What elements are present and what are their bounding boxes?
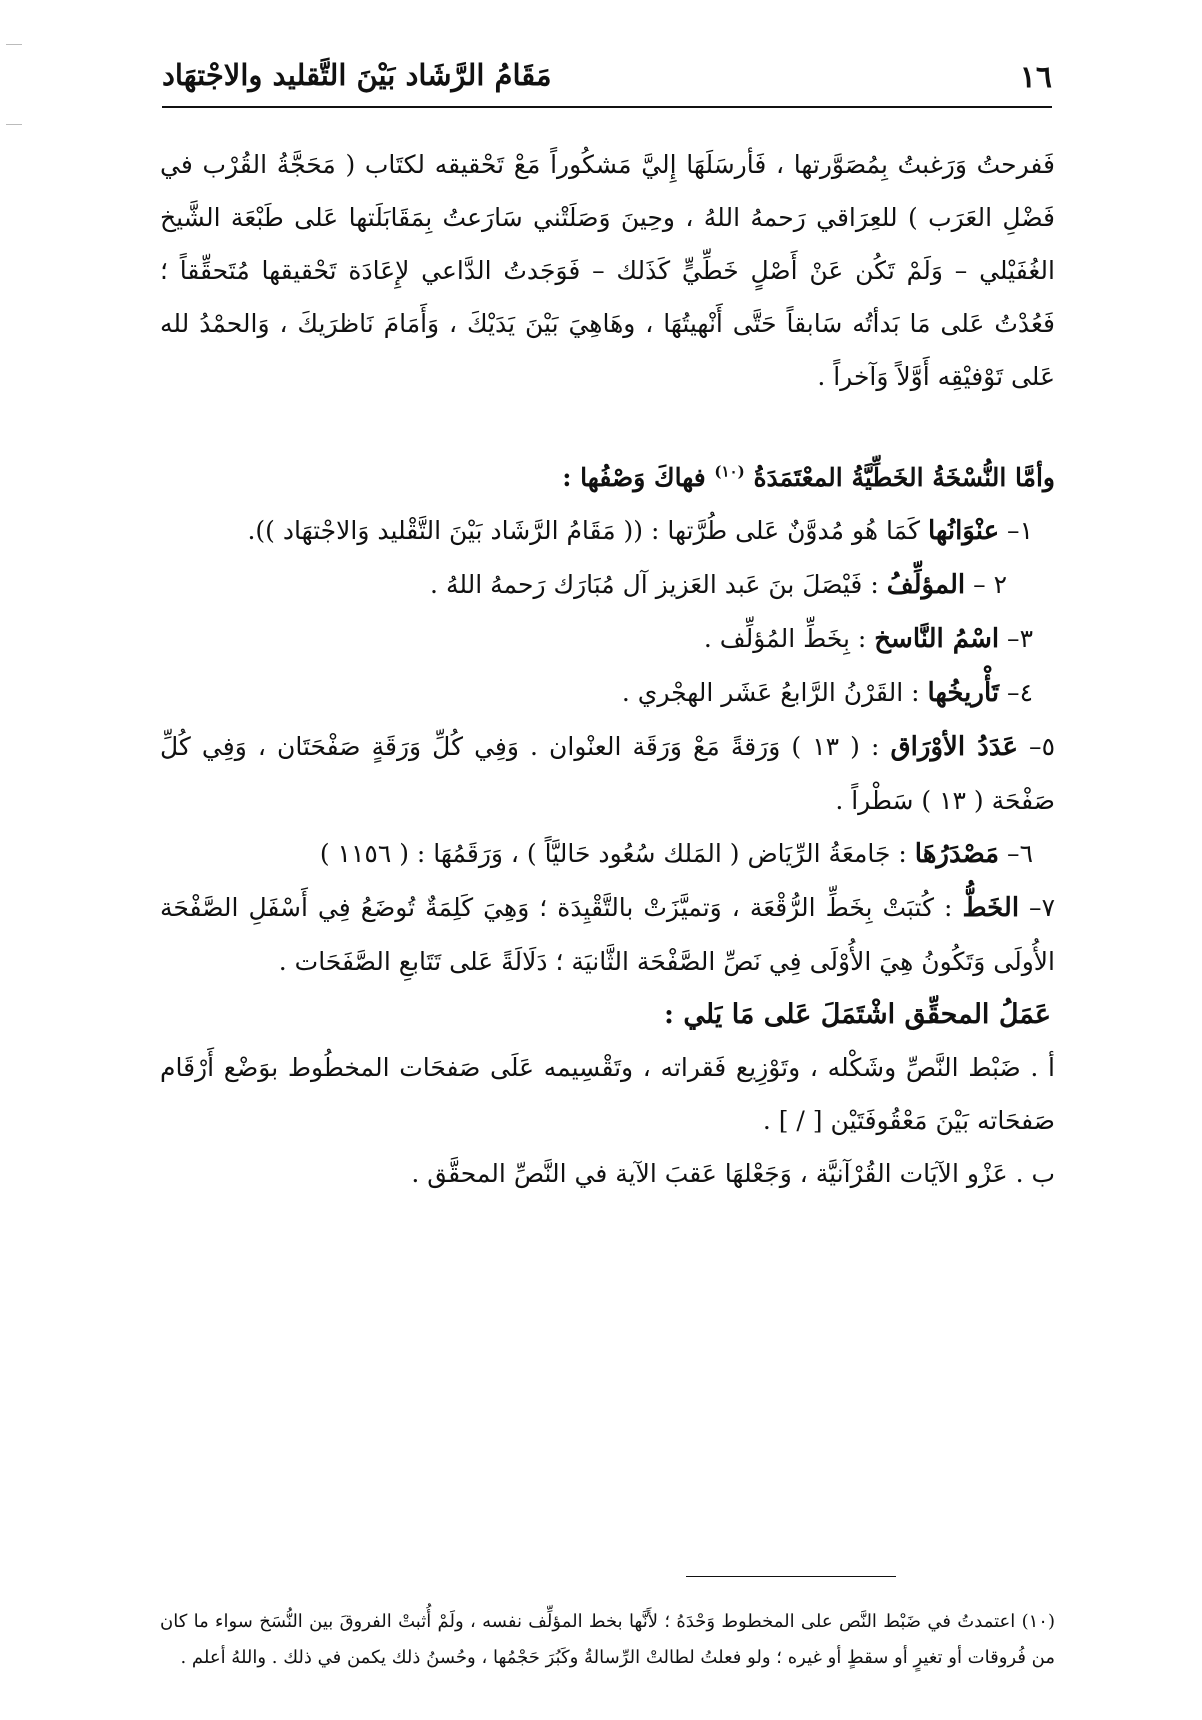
footnote-reference[interactable]: (١٠) bbox=[714, 462, 745, 481]
item-label: مَصْدَرُهَا bbox=[914, 839, 1000, 869]
item-label: اسْمُ النَّاسخ bbox=[874, 624, 1000, 654]
page-number: ١٦ bbox=[1019, 60, 1052, 95]
list-item bbox=[160, 881, 1055, 988]
manuscript-description-heading bbox=[160, 451, 1055, 504]
work-item: أ . ضَبْط النَّصِّ وشَكْله ، وتَوْزِيع فَقراته ، وتَقْسِيمه عَلَى صَفحَات المخطُوط بوَضْع أَرْقَام صَفحَاته بَيْنَ مَعْقُوفَتَيْن [ / ] . bbox=[160, 1053, 1055, 1135]
item-label: عَدَدُ الأوْرَاق bbox=[890, 732, 1018, 762]
item-number: ٦– bbox=[999, 839, 1033, 868]
body-text bbox=[160, 138, 1055, 1200]
item-text: : جَامعَةُ الرِّيَاض ( المَلك سُعُود حَاليَّاً ) ، وَرَقَمُهَا : ( ١١٥٦ ) bbox=[319, 839, 915, 868]
item-text: : القَرْنُ الرَّابعُ عَشَر الهجْري . bbox=[621, 678, 928, 707]
footnote bbox=[160, 1604, 1055, 1676]
item-text: : بِخَطِّ المُؤلِّف . bbox=[703, 624, 875, 653]
manuscript-heading-text: وأمَّا النُّسْخَةُ الخَطِّيَّةُ المعْتَمَدَةُ bbox=[753, 463, 1055, 492]
item-label: تَأْريخُها bbox=[927, 678, 1000, 708]
work-item: ب . عَزْو الآيَات القُرْآنيَّة ، وَجَعْلهَا عَقبَ الآية في النَّصِّ المحقَّق . bbox=[411, 1159, 1055, 1188]
list-item bbox=[160, 558, 1055, 612]
list-item bbox=[160, 720, 1055, 827]
item-text: كَمَا هُو مُدوَّنٌ عَلى طُرَّتها : (( مَقَامُ الرَّشَاد بَيْنَ التَّقْليد وَالاجْتهَاد )). bbox=[247, 516, 928, 545]
item-number: ٤– bbox=[999, 678, 1033, 707]
item-text: : فَيْصَلَ بنَ عَبد العَزيز آل مُبَارَك رَحمهُ اللهُ . bbox=[430, 570, 887, 599]
item-number: ٧– bbox=[1019, 893, 1055, 922]
item-text: : كُتبَتْ بِخَطِّ الرُّقْعَة ، وَتميَّزَتْ بالتَّقْيِدَة ؛ وَهِيَ كَلِمَةٌ تُوضَعُ فِي أَسْفَلِ الصَّفْحَة الأُولَى وَتَكُونُ هِيَ الأُوْلَى فِي نَصِّ الصَّفْحَة الثَّانيَة ؛ دَلَالَةً عَلى تَتَابعِ الصَّفَحَات . bbox=[160, 893, 1055, 976]
running-title: مَقَامُ الرَّشَاد بَيْنَ التَّقليد والاجْتهَاد bbox=[162, 58, 552, 92]
editor-work-heading: عَمَلُ المحقِّق اشْتَمَلَ عَلى مَا يَلي : bbox=[663, 999, 1051, 1030]
item-label: المؤلِّفُ bbox=[886, 570, 966, 600]
footnote-separator bbox=[686, 1576, 896, 1577]
item-text: : ( ١٣ ) وَرَقةً مَعْ وَرَقَة العنْوان . وَفِي كُلِّ وَرَقَةٍ صَفْحَتَان ، وَفِي كُلِّ صَفْحَة ( ١٣ ) سَطْراً . bbox=[160, 732, 1055, 815]
item-number: ٥– bbox=[1017, 732, 1055, 761]
intro-paragraph: فَفرحتُ وَرَغبتُ بِمُصَوَّرتها ، فَأرسَلَهَا إِليَّ مَشكُوراً مَعْ تَحْقيقه لكتَاب ( مَحَجَّةُ القُرْب في فَضْلِ العَرَب ) للعِرَاقي رَحمهُ اللهُ ، وحِينَ وَصَلَتْني سَارَعتُ بِمَقَابَلَتها عَلى طَبْعَة الشَّيخ الغُفَيْلي – وَلَمْ تَكُن عَنْ أَصْلٍ خَطِّيٍّ كَذَلك – فَوَجَدتُ الدَّاعي لإِعَادَة تَحْقيقها مُتَحقِّقاً ؛ فَعُدْتُ عَلى مَا بَدأتُه سَابقاً حَتَّى أَنْهيتُهَا ، وهَاهِيَ بَيْنَ يَدَيْكَ ، وَأَمَامَ نَاظرَيكَ ، وَالحمْدُ لله عَلى تَوْفيْقِه أَوَّلاً وَآخراً . bbox=[160, 150, 1055, 391]
item-number: ١– bbox=[999, 516, 1033, 545]
list-item bbox=[160, 612, 1055, 666]
list-item bbox=[160, 666, 1055, 720]
item-label: الخَطُّ bbox=[962, 893, 1020, 923]
item-number: ٣– bbox=[999, 624, 1033, 653]
item-label: عنْوَانُها bbox=[927, 516, 1000, 546]
footnote-text: (١٠) اعتمدتُ في ضَبْط النَّص على المخطوط وَحْدَهُ ؛ لأَنَّها بخط المؤلِّف نفسه ، ولَمْ أُثبتْ الفروقَ بين النُّسَخ سواء ما كان من فُروقات أو تغيرٍ أو سقطٍ أو غيره ؛ ولو فعلتُ لطالتْ الرِّسالةُ وكَبُرَ حَجْمُها ، وحُسنُ ذلك يكمن في ذلك . واللهُ أعلم . bbox=[160, 1611, 1055, 1668]
item-number: ٢ – bbox=[965, 570, 1007, 599]
list-item bbox=[160, 504, 1055, 558]
manuscript-heading-end: فهاكَ وَصْفُها : bbox=[562, 463, 706, 492]
list-item bbox=[160, 827, 1055, 881]
page-header bbox=[162, 40, 1052, 108]
scan-edge-mark bbox=[6, 124, 22, 125]
scan-edge-mark bbox=[6, 44, 22, 45]
